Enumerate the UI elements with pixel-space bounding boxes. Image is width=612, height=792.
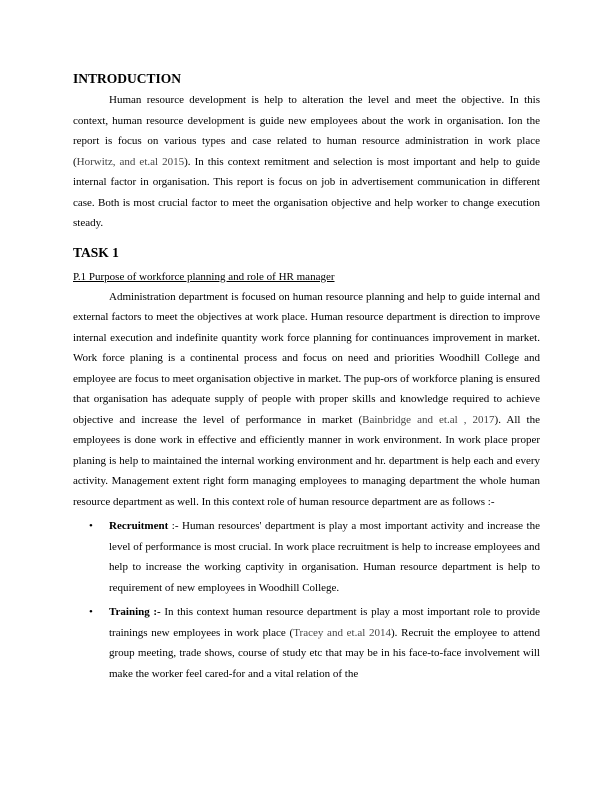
list-item-citation: Tracey and et.al 2014 (293, 626, 392, 639)
hr-roles-list (73, 516, 540, 684)
bullet-icon: • (89, 606, 93, 618)
list-item-recruitment (73, 516, 540, 598)
introduction-paragraph (73, 90, 540, 234)
list-item-term: Training :- (109, 606, 161, 618)
task-1-text-a: Administration department is focused on human resource planning and help to guide internal and external factors to meet the objectives at work place. Human resource department is direction to improve internal execution and indefinite quantity work force planning for continuances improvement in market. Work force planing is a continental process and focus on need and priorities Woodhill College and employee are focus to meet organisation objective in market. The pup-ors of workforce planing is ensured that organisation has adequate supply of people with proper skills and knowledge required to achieve objective and increase the level of performance in market ( (73, 290, 540, 426)
task-1-citation: Bainbridge and et.al , 2017 (362, 413, 495, 426)
introduction-text-b: ). In this context remitment and selection is most important and help to guide internal factor in organisation. This report is focus on job in advertisement communication in different case. Both is most crucial factor to meet the organisation objective and help worker to change execution steady. (73, 155, 540, 229)
list-item-text-b: ). Recruit the employee to attend group meeting, trade shows, course of study etc that may be in his face-to-face involvement will make the worker feel cared-for and a vital relation of the (109, 626, 541, 680)
list-item-text-a: In this context human resource department is play a most important role to provide trainings new employees in work place ( (109, 606, 541, 639)
task-1-text-b: ). All the employees is done work in effective and efficiently manner in work environment. In work place proper planing is help to maintained the internal working environment and hr. department is help each and every activity. Management extent right form managing employees to managing department the whole human resource department as well. In this context role of human resource department are as follows :- (73, 413, 540, 508)
task-1-heading: TASK 1 (73, 244, 119, 260)
page-content (73, 70, 540, 688)
list-item-term: Recruitment (109, 520, 169, 532)
introduction-text-a: Human resource development is help to alteration the level and meet the objective. In this context, human resource development is guide new employees about the work in organisation. Ion the report is focus on various types and case related to human resource administration in work place ( (73, 94, 540, 168)
introduction-citation: Horwitz, and et.al 2015 (76, 155, 185, 168)
task-1-subheading: P.1 Purpose of workforce planning and role of HR manager (73, 270, 335, 283)
introduction-heading: INTRODUCTION (73, 71, 182, 86)
bullet-icon: • (89, 520, 93, 532)
list-item-training (73, 602, 540, 684)
task-1-paragraph (73, 287, 540, 513)
list-item-text: :- Human resources' department is play a most important activity and increase the level of performance is most crucial. In work place recruitment is help to increase employees and help to increase the working captivity in organisation. Human resource department is help to requirement of new employees in Woodhill College. (109, 520, 540, 594)
